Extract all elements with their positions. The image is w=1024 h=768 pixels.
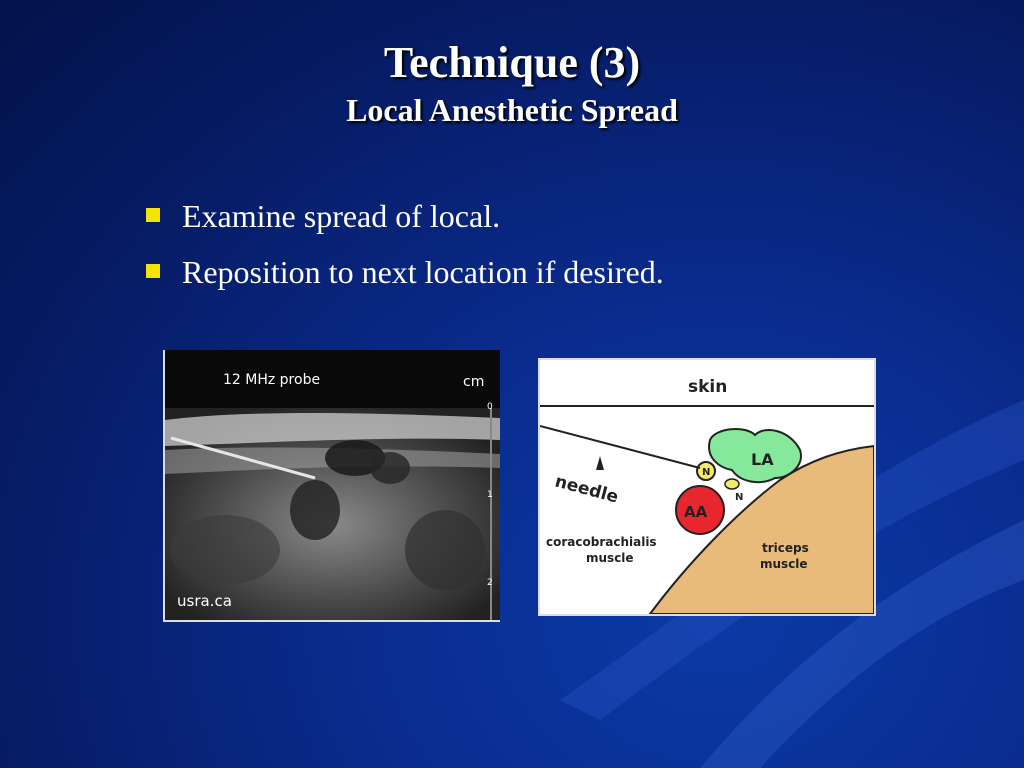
nerve2-ellipse — [725, 479, 739, 489]
slide-subtitle: Local Anesthetic Spread — [346, 92, 678, 128]
square-bullet-icon — [146, 264, 160, 278]
coraco-label-1: coracobrachialis — [546, 535, 657, 549]
scale-tick: 1 — [487, 490, 493, 500]
scale-tick: 2 — [487, 578, 493, 588]
watermark: usra.ca — [177, 592, 232, 610]
slide-header — [0, 36, 1024, 130]
ultrasound-image — [163, 350, 500, 622]
bullet-text: Examine spread of local. — [182, 198, 501, 234]
anatomy-drawing — [540, 360, 874, 614]
needle-arrow-icon — [596, 456, 604, 470]
unit-label: cm — [463, 374, 485, 390]
bullet-item — [144, 244, 664, 300]
la-label: LA — [751, 450, 774, 469]
nerve2-label: N — [735, 492, 744, 503]
needle-label: needle — [552, 471, 621, 508]
ultrasound-scan — [165, 350, 500, 620]
needle-line — [540, 426, 700, 468]
coraco-label-2: muscle — [586, 551, 634, 565]
triceps-label-1: triceps — [762, 541, 809, 555]
skin-label: skin — [688, 377, 728, 397]
bullet-text: Reposition to next location if desired. — [182, 254, 664, 290]
aa-label: AA — [684, 503, 708, 521]
anatomy-diagram — [538, 358, 876, 616]
square-bullet-icon — [146, 208, 160, 222]
bullet-list — [144, 188, 664, 300]
triceps-label-2: muscle — [760, 557, 808, 571]
nerve-label: N — [702, 467, 711, 478]
bullet-item — [144, 188, 664, 244]
scale-tick: 0 — [487, 402, 493, 412]
probe-label: 12 MHz probe — [223, 372, 321, 388]
slide-title: Technique (3) — [383, 38, 641, 87]
